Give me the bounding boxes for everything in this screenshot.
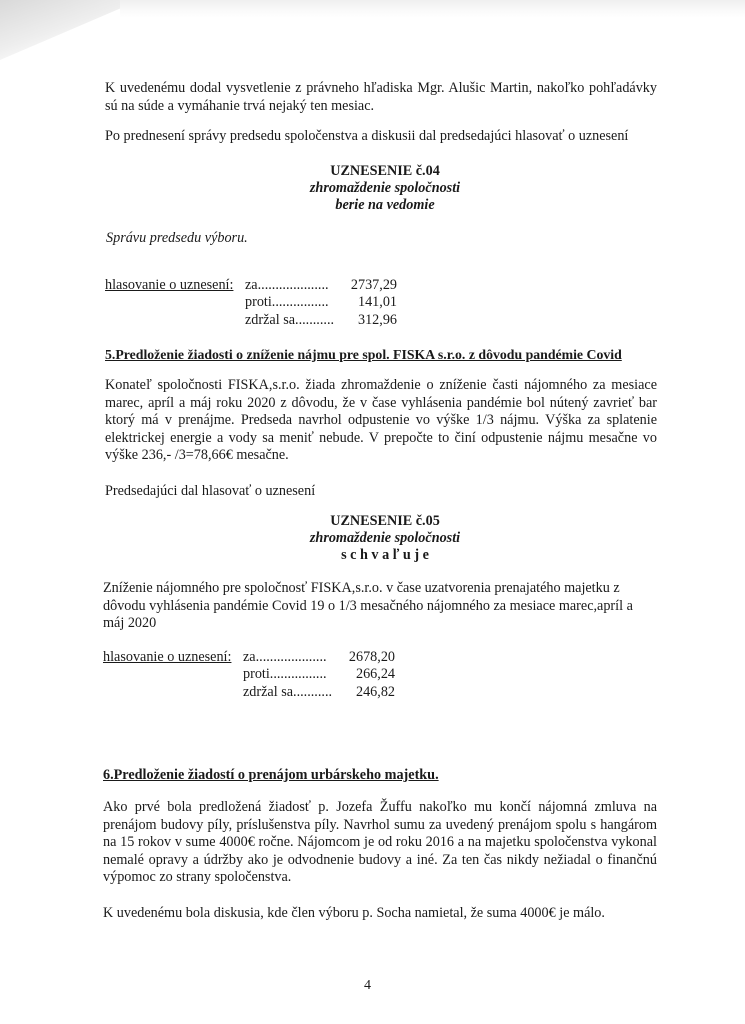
vote-05-za: za.................... (243, 649, 327, 665)
resolution-05-title: UZNESENIE č.05 (330, 513, 440, 529)
paragraph-vote-intro-2: Predsedajúci dal hlasovať o uznesení (105, 483, 316, 499)
vote-05-za-value: 2678,20 (348, 649, 395, 665)
vote-04-zdrzal-value: 312,96 (357, 312, 397, 328)
vote-05-proti-value: 266,24 (355, 666, 395, 682)
resolution-04-title: UZNESENIE č.04 (330, 163, 440, 179)
resolution-05-text: Zníženie nájomného pre spoločnosť FISKA,s.r.o. v čase uzatvorenia prenajatého majetku z dôvodu vyhlásenia pandémie Covid 19 o 1/3 mesačného nájomného za mesiace marec,apríl a máj 2020 (103, 580, 633, 631)
resolution-05-action: s c h v a ľ u j e (341, 547, 429, 563)
vote-05-zdrzal-value: 246,82 (355, 684, 395, 700)
paragraph-zuffa-request: Ako prvé bola predložená žiadosť p. Jozefa Žuffu nakoľko mu končí nájomná zmluva na prenájom budovy píly, príslušenstva píly. Navrhol sumu za uvedený prenájom spolu s hangárom na 15 rokov v sume 4000€ ročne. Nájomcom je od roku 2016 a na majetku spoločenstva vykonal nemalé opravy a údržby ako je odvodnenie budovy a iné. Za ten čas nikdy nežiadal o finančnú výpomoc zo strany spoločenstva. (103, 799, 657, 885)
vote-05-label: hlasovanie o uznesení: (103, 649, 232, 665)
vote-04-label: hlasovanie o uznesení: (105, 277, 234, 293)
resolution-05-subtitle: zhromaždenie spoločnosti (309, 530, 461, 546)
vote-04-za: za.................... (245, 277, 329, 293)
paragraph-vote-intro: Po prednesení správy predsedu spoločenstva a diskusii dal predsedajúci hlasovať o uznesení (105, 128, 629, 144)
paragraph-discussion: K uvedenému bola diskusia, kde člen výboru p. Socha namietal, že suma 4000€ je málo. (103, 905, 605, 921)
section-5-heading: 5.Predloženie žiadosti o zníženie nájmu pre spol. FISKA s.r.o. z dôvodu pandémie Covid (105, 347, 622, 362)
resolution-04-text: Správu predsedu výboru. (106, 230, 248, 246)
paragraph-fiska-request: Konateľ spoločnosti FISKA,s.r.o. žiada zhromaždenie o zníženie časti nájomného za mesiace marec, apríl a máj roku 2020 z dôvodu, že v čase vyhlásenia pandémie bol nútený zavrieť bar ktorý má v prenájme. Predseda navrhol odpustenie vo výške 1/3 nájmu. Výška za splatenie elektrickej energie a vody sa meniť nebude. V prepočte to činí odpustenie nájmu mesačne vo výške 236,- /3=78,66€ mesačne. (105, 377, 657, 463)
vote-04-table (105, 277, 425, 337)
vote-05-table (103, 649, 423, 709)
vote-04-proti: proti................ (245, 294, 329, 310)
vote-04-zdrzal: zdržal sa........... (245, 312, 335, 328)
vote-05-zdrzal: zdržal sa........... (243, 684, 333, 700)
resolution-04-subtitle: zhromaždenie spoločnosti (309, 180, 461, 196)
section-6-heading: 6.Predloženie žiadostí o prenájom urbárskeho majetku. (103, 767, 439, 783)
page-number: 4 (364, 978, 371, 993)
paragraph-explanation: K uvedenému dodal vysvetlenie z právneho hľadiska Mgr. Alušic Martin, nakoľko pohľadávky sú na súde a vymáhanie trvá nejaký ten mesiac. (105, 80, 657, 114)
vote-04-za-value: 2737,29 (350, 277, 397, 293)
vote-04-proti-value: 141,01 (357, 294, 397, 310)
resolution-04-action: berie na vedomie (335, 197, 435, 213)
vote-05-proti: proti................ (243, 666, 327, 682)
